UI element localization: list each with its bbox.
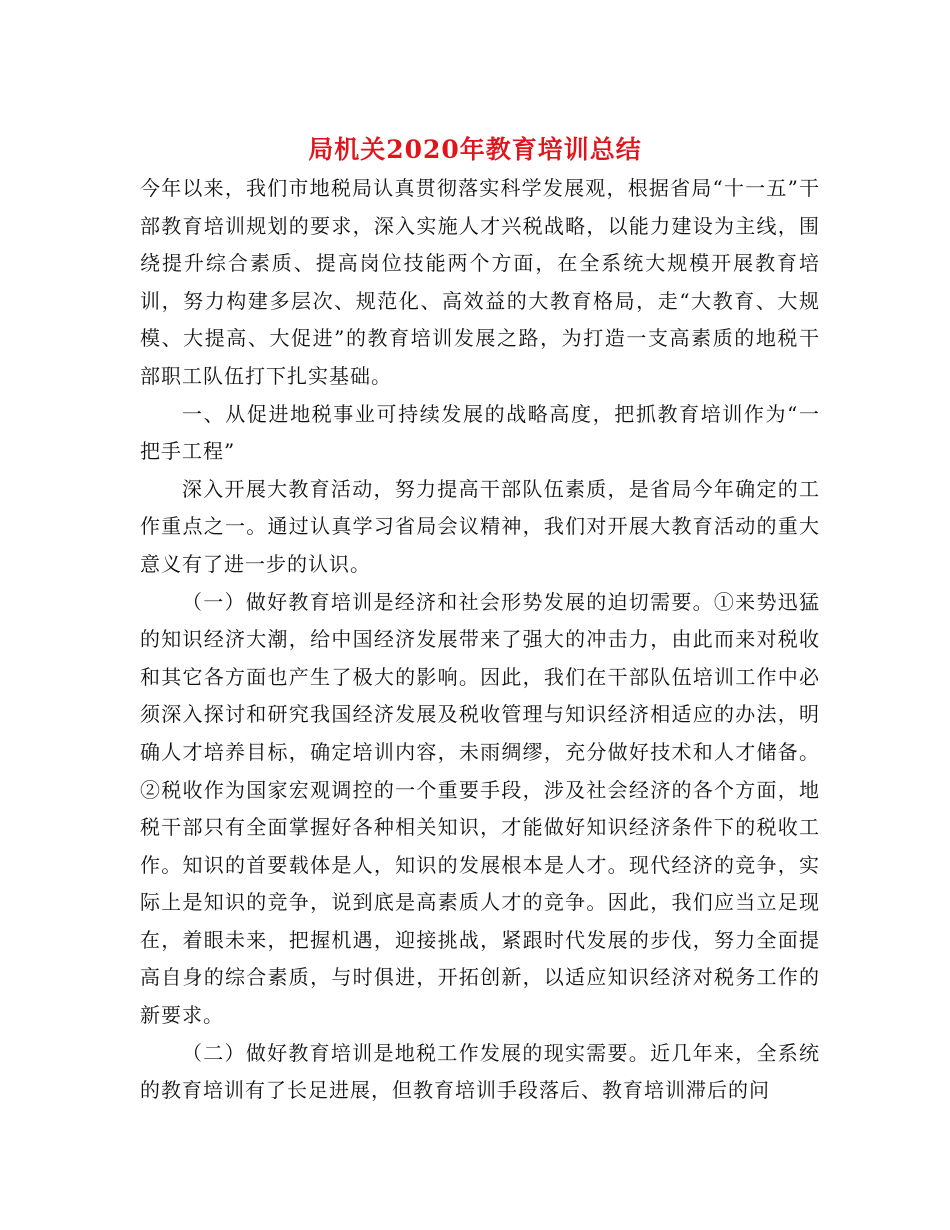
paragraph-section-heading-1: 一、从促进地税事业可持续发展的战略高度，把抓教育培训作为“一把手工程”	[140, 401, 820, 464]
document-title: 局机关2020年教育培训总结	[308, 135, 642, 164]
paragraph-subsection-2: （二）做好教育培训是地税工作发展的现实需要。近几年来，全系统的教育培训有了长足进展，但教育培训手段落后、教育培训滞后的问	[140, 1040, 820, 1103]
paragraph-section-1-intro: 深入开展大教育活动，努力提高干部队伍素质，是省局今年确定的工作重点之一。通过认真学习省局会议精神，我们对开展大教育活动的重大意义有了进一步的认识。	[140, 476, 820, 576]
paragraph-subsection-1: （一）做好教育培训是经济和社会形势发展的迫切需要。①来势迅猛的知识经济大潮，给中国经济发展带来了强大的冲击力，由此而来对税收和其它各方面也产生了极大的影响。因此，我们在干部队伍培训工作中必须深入探讨和研究我国经济发展及税收管理与知识经济相适应的办法，明确人才培养目标，确定培训内容，未雨绸缪，充分做好技术和人才储备。②税收作为国家宏观调控的一个重要手段，涉及社会经济的各个方面，地税干部只有全面掌握好各种相关知识，才能做好知识经济条件下的税收工作。知识的首要载体是人，知识的发展根本是人才。现代经济的竞争，实际上是知识的竞争，说到底是高素质人才的竞争。因此，我们应当立足现在，着眼未来，把握机遇，迎接挑战，紧跟时代发展的步伐，努力全面提高自身的综合素质，与时俱进，开拓创新，以适应知识经济对税务工作的新要求。	[140, 589, 820, 1028]
paragraph-intro: 今年以来，我们市地税局认真贯彻落实科学发展观，根据省局“十一五”干部教育培训规划的要求，深入实施人才兴税战略，以能力建设为主线，围绕提升综合素质、提高岗位技能两个方面，在全系统大规模开展教育培训，努力构建多层次、规范化、高效益的大教育格局，走“大教育、大规模、大提高、大促进”的教育培训发展之路，为打造一支高素质的地税干部职工队伍打下扎实基础。	[140, 176, 820, 388]
document-body	[140, 170, 820, 1110]
